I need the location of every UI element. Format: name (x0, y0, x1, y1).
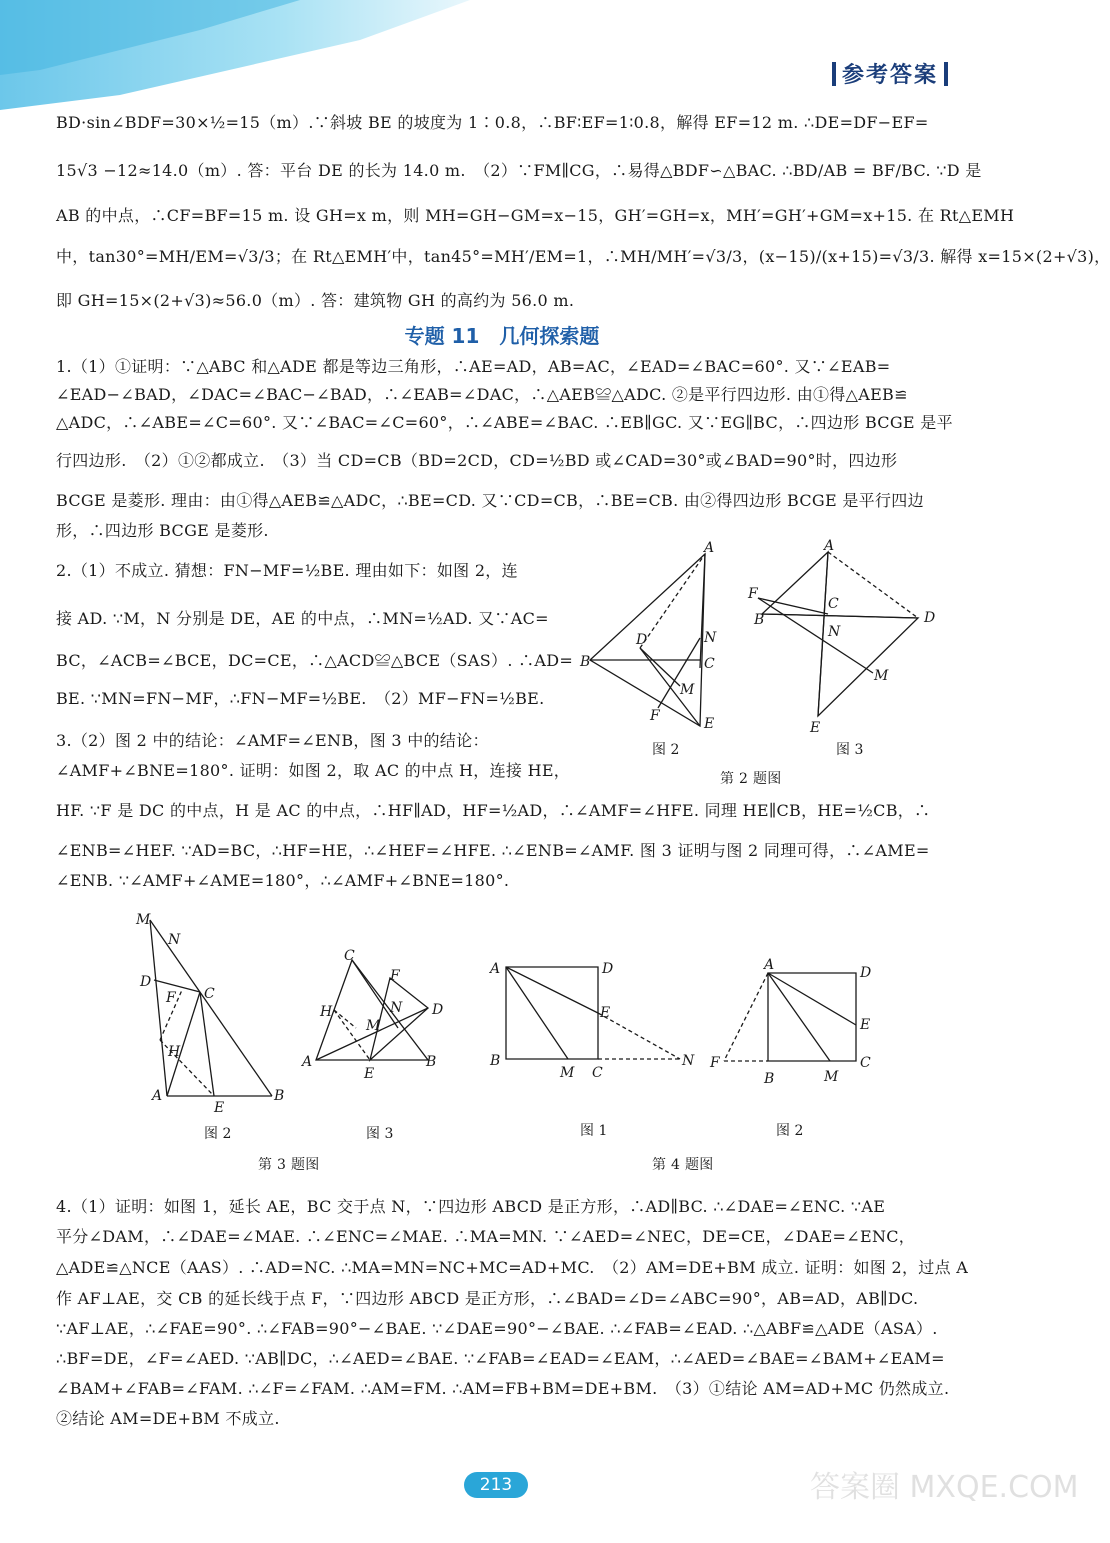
q2-line: 接 AD. ∵M，N 分别是 DE，AE 的中点，∴MN=½AD. 又∵AC= (56, 609, 549, 628)
q4f1-label: N (682, 1053, 695, 1069)
q2f2-label: B (580, 654, 591, 670)
q3-line: HF. ∵F 是 DC 的中点，H 是 AC 的中点，∴HF∥AD，HF=½AD，∴∠AMF=∠HFE. 同理 HE∥CB，HE=½CB，∴ (56, 801, 931, 820)
text-line: BD·sin∠BDF=30×½=15（m）.∵斜坡 BE 的坡度为 1∶0.8，∴BF∶EF=1∶0.8，解得 EF=12 m. ∴DE=DF−EF= (56, 113, 929, 132)
section-tag (832, 58, 948, 89)
q2f3-label: F (748, 586, 758, 602)
q2f2-label: D (636, 632, 648, 648)
q2f2-label: F (650, 708, 660, 724)
q3f2-label: F (166, 990, 176, 1006)
q1-line: BCGE 是菱形. 理由：由①得△AEB≌△ADC，∴BE=CD. 又∵CD=CB，∴BE=CB. 由②得四边形 BCGE 是平行四边 (56, 491, 924, 510)
q3f3-label: C (344, 948, 355, 964)
tag-label: 参考答案 (841, 63, 938, 88)
q3-line: ∠ENB=∠HEF. ∵AD=BC，∴HF=HE，∴∠HEF=∠HFE. ∴∠ENB=∠AMF. 图 3 证明与图 2 同理可得，∴∠AME= (56, 841, 930, 860)
q3f3-label: N (390, 1000, 403, 1016)
q3f3-label: F (390, 968, 400, 984)
q2f2-label: A (704, 540, 715, 556)
q4f2-label: E (860, 1017, 871, 1033)
q4-figure-2 (706, 955, 886, 1155)
q3f3-label: B (426, 1054, 437, 1070)
q3f2-label: N (168, 932, 181, 948)
q3f3-label: A (302, 1054, 313, 1070)
q2f3-caption: 图 3 (836, 742, 864, 758)
q4-line: ∠BAM+∠FAB=∠FAM. ∴∠F=∠FAM. ∴AM=FM. ∴AM=FB+BM=DE+BM. （3）①结论 AM=AD+MC 仍然成立. (56, 1379, 950, 1398)
q4f1-label: E (600, 1005, 611, 1021)
q2f3-label: C (828, 596, 839, 612)
q3f2-label: E (214, 1100, 225, 1116)
q2-line: BC，∠ACB=∠BCE，DC=CE，∴△ACD≌△BCE（SAS）. ∴AD= (56, 651, 574, 670)
q4f2-caption: 图 2 (776, 1123, 804, 1139)
q4-figure-1 (488, 955, 708, 1155)
q4f2-label: F (710, 1055, 720, 1071)
section-title: 专题 11 几何探索题 (404, 324, 600, 348)
q3f3-label: H (320, 1004, 333, 1020)
q4f2-label: C (860, 1055, 871, 1071)
q1-line: 行四边形. （2）①②都成立. （3）当 CD=CB（BD=2CD，CD=½BD 或∠CAD=30°或∠BAD=90°时，四边形 (56, 451, 898, 470)
q4-figure-group-caption: 第 4 题图 (652, 1157, 714, 1173)
text-line: 15√3 −12≈14.0（m）. 答：平台 DE 的长为 14.0 m. （2）∵FM∥CG，∴易得△BDF∽△BAC. ∴BD/AB = BF/BC. ∵D 是 (56, 161, 982, 180)
watermark-logo (810, 1463, 1079, 1529)
q2f2-caption: 图 2 (652, 742, 680, 758)
q4-line: ∵AF⊥AE，∴∠FAE=90°. ∴∠FAB=90°−∠BAE. ∵∠DAE=90°−∠BAE. ∴∠FAB=∠EAD. ∴△ABF≌△ADE（ASA）. (56, 1319, 938, 1338)
q2f2-label: E (704, 716, 715, 732)
q4-line: ∴BF=DE，∠F=∠AED. ∵AB∥DC，∴∠AED=∠BAE. ∵∠FAB=∠EAD=∠EAM，∴∠AED=∠BAE=∠BAM+∠EAM= (56, 1349, 945, 1368)
tag-bar-right (944, 62, 948, 86)
text-line: 中，tan30°=MH/EM=√3/3；在 Rt△EMH′中，tan45°=MH′/EM=1，∴MH/MH′=√3/3，(x−15)/(x+15)=√3/3. 解得 x=15×(2+√3)， (56, 247, 1110, 266)
q3f2-label: M (136, 912, 151, 928)
q2-figure-3 (748, 538, 938, 758)
q4f1-label: C (592, 1065, 603, 1081)
q3f3-caption: 图 3 (366, 1126, 394, 1142)
q4-line: 4.（1）证明：如图 1，延长 AE，BC 交于点 N，∵四边形 ABCD 是正方形，∴AD∥BC. ∴∠DAE=∠ENC. ∵AE (56, 1197, 886, 1216)
q4f2-label: M (824, 1069, 839, 1085)
q3f2-label: A (152, 1088, 163, 1104)
q3f3-label: D (432, 1002, 444, 1018)
q4-line: △ADE≌△NCE（AAS）. ∴AD=NC. ∴MA=MN=NC+MC=AD+MC. （2）AM=DE+BM 成立. 证明：如图 2，过点 A (56, 1258, 969, 1277)
q2-line: BE. ∵MN=FN−MF，∴FN−MF=½BE. （2）MF−FN=½BE. (56, 689, 545, 708)
q3f2-caption: 图 2 (204, 1126, 232, 1142)
q4-line: 作 AF⊥AE，交 CB 的延长线于点 F，∵四边形 ABCD 是正方形，∴∠BAD=∠D=∠ABC=90°，AB=AD，AB∥DC. (56, 1289, 919, 1308)
q4-line: ②结论 AM=DE+BM 不成立. (56, 1409, 280, 1428)
q3-line: ∠ENB. ∵∠AMF+∠AME=180°，∴∠AMF+∠BNE=180°. (56, 871, 510, 890)
q4f2-label: B (764, 1071, 775, 1087)
q4f2-label: A (764, 957, 775, 973)
q2f3-label: M (874, 668, 889, 684)
tag-bar-left (832, 62, 836, 86)
q2f2-label: M (680, 682, 695, 698)
q3-figure-2 (132, 910, 302, 1140)
q2f2-label: C (704, 656, 715, 672)
q2-line: 2.（1）不成立. 猜想：FN−MF=½BE. 理由如下：如图 2，连 (56, 561, 518, 580)
page-number: 213 (464, 1472, 528, 1498)
q3-figure-group-caption: 第 3 题图 (258, 1157, 320, 1173)
text-line: AB 的中点，∴CF=BF=15 m. 设 GH=x m，则 MH=GH−GM=x−15，GH′=GH=x，MH′=GH′+GM=x+15. 在 Rt△EMH (56, 206, 1015, 225)
text-line: 即 GH=15×(2+√3)≈56.0（m）. 答：建筑物 GH 的高约为 56.0 m. (56, 291, 575, 310)
q2f3-label: E (810, 720, 821, 736)
q3f3-label: M (366, 1018, 381, 1034)
q1-line: △ADC，∴∠ABE=∠C=60°. 又∵∠BAC=∠C=60°，∴∠ABE=∠BAC. ∴EB∥GC. 又∵EG∥BC，∴四边形 BCGE 是平 (56, 413, 953, 432)
q4f1-caption: 图 1 (580, 1123, 608, 1139)
q3f2-label: H (168, 1044, 181, 1060)
q4f2-label: D (860, 965, 872, 981)
q2f2-label: N (704, 630, 717, 646)
q2-figure-2 (580, 540, 740, 758)
q4f1-label: B (490, 1053, 501, 1069)
q2f3-label: B (754, 612, 765, 628)
q3-line: 3.（2）图 2 中的结论：∠AMF=∠ENB，图 3 中的结论： (56, 731, 489, 750)
q3f3-label: E (364, 1066, 375, 1082)
q4f1-label: D (602, 961, 614, 977)
q2-figure-group-caption: 第 2 题图 (720, 771, 782, 787)
q3f2-label: D (140, 974, 152, 990)
q1-line: 形，∴四边形 BCGE 是菱形. (56, 521, 269, 540)
q3f2-label: B (274, 1088, 285, 1104)
watermark-text: 答案圈 MXQE.COM (810, 1470, 1079, 1505)
q1-line: ∠EAD−∠BAD，∠DAC=∠BAC−∠BAD，∴∠EAB=∠DAC，∴△AEB≌△ADC. ②是平行四边形. 由①得△AEB≌ (56, 385, 908, 404)
q3-line: ∠AMF+∠BNE=180°. 证明：如图 2，取 AC 的中点 H，连接 HE， (56, 761, 571, 780)
q3-figure-3 (298, 940, 458, 1170)
q1-line: 1.（1）①证明：∵△ABC 和△ADE 都是等边三角形，∴AE=AD，AB=AC，∠EAD=∠BAC=60°. 又∵∠EAB= (56, 357, 891, 376)
q4f1-label: M (560, 1065, 575, 1081)
q2f3-label: D (924, 610, 936, 626)
q2f3-label: N (828, 624, 841, 640)
q2f3-label: A (824, 538, 835, 554)
q3f2-label: C (204, 986, 215, 1002)
q4-line: 平分∠DAM，∴∠DAE=∠MAE. ∴∠ENC=∠MAE. ∴MA=MN. ∵∠AED=∠NEC，DE=CE，∠DAE=∠ENC， (56, 1227, 916, 1246)
q4f1-label: A (490, 961, 501, 977)
